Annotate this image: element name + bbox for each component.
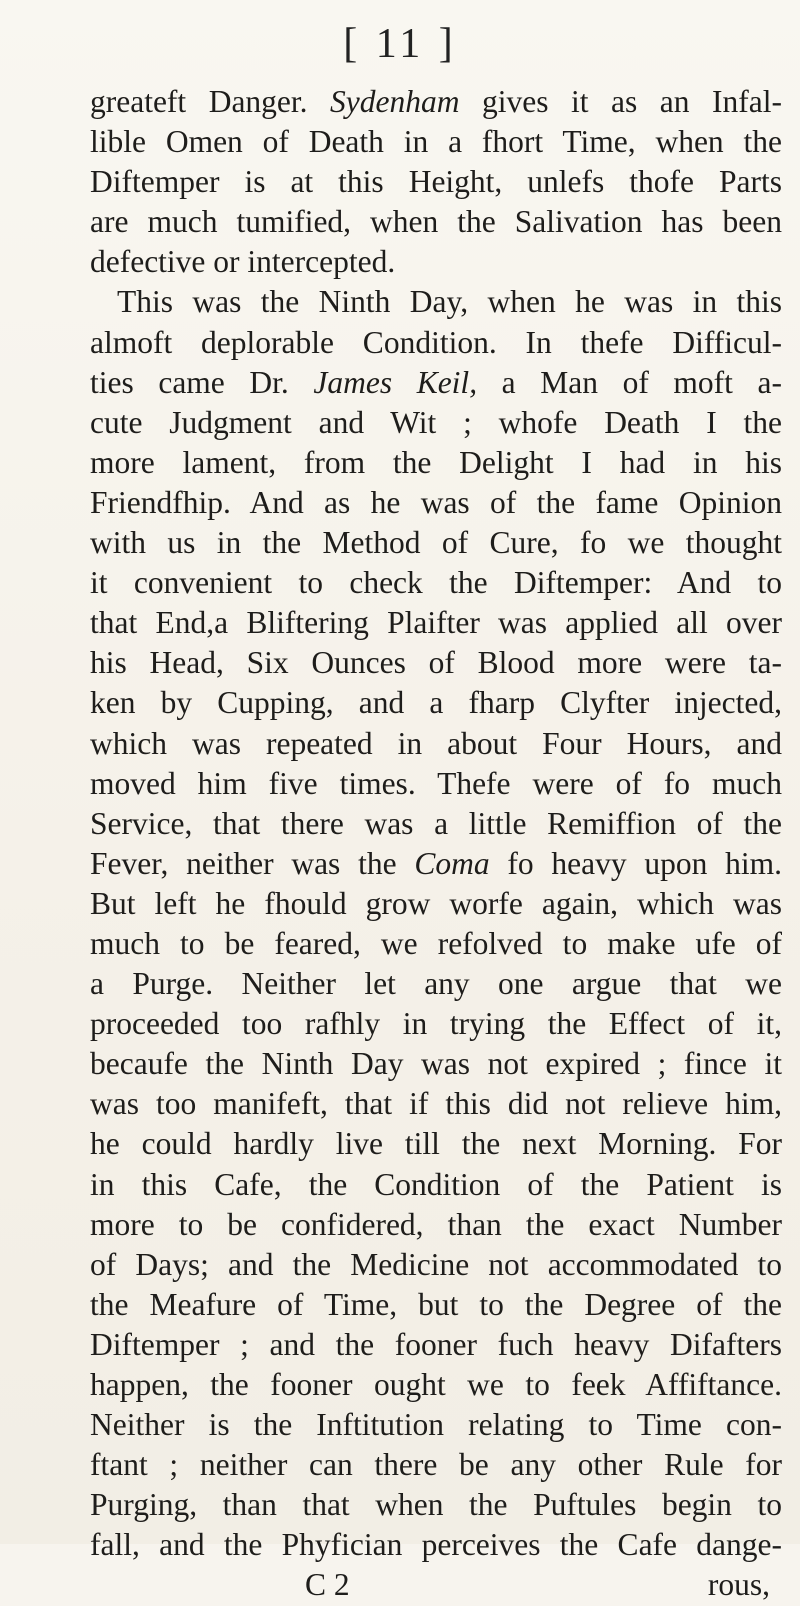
text-run: ties came Dr. [90, 364, 314, 400]
text-run: gives it as an Infal- [459, 84, 783, 119]
text-run: in this Cafe, the Condition of the Patient is [90, 1166, 782, 1202]
text-line [90, 403, 782, 443]
text-run: cute Judgment and Wit ; whofe Death I the [90, 404, 782, 440]
text-line [90, 724, 782, 764]
text-line [90, 1365, 782, 1405]
text-run: his Head, Six Ounces of Blood more were ta- [90, 645, 782, 681]
text-line [90, 1205, 782, 1245]
text-run: Friendfhip. And as he was of the fame Opinion [90, 484, 782, 520]
text-line [90, 202, 782, 242]
text-run: of Days; and the Medicine not accommodated to [90, 1246, 782, 1282]
body-text [90, 82, 782, 1606]
text-line [90, 1445, 782, 1485]
text-run: that End,a Bliftering Plaifter was applied all over [90, 605, 782, 641]
text-line [90, 1325, 782, 1365]
text-run: more to be confidered, than the exact Number [90, 1206, 782, 1242]
text-line [90, 1285, 782, 1325]
text-line [90, 1525, 782, 1565]
text-run: But left he fhould grow worfe again, which was [90, 885, 782, 921]
text-line [90, 603, 782, 643]
italic-text: Sydenham [330, 84, 460, 119]
italic-text: James Keil, [313, 364, 478, 400]
text-run: more lament, from the Delight I had in his [90, 444, 782, 480]
page-number-header: [ 11 ] [343, 21, 457, 67]
text-line [90, 924, 782, 964]
text-line [90, 643, 782, 683]
text-run: are much tumified, when the Salivation has been [90, 204, 782, 240]
text-line [90, 1084, 782, 1124]
text-line [90, 443, 782, 483]
text-line [90, 1124, 782, 1164]
text-line [90, 563, 782, 603]
catchword: rous, [707, 1567, 770, 1603]
text-run: he could hardly live till the next Morning. For [90, 1126, 782, 1162]
text-line [90, 1245, 782, 1285]
text-line [90, 804, 782, 844]
text-run: greateft Danger. [90, 84, 331, 119]
text-run: with us in the Method of Cure, fo we thought [90, 525, 782, 561]
text-line [90, 323, 782, 363]
text-run: a Purge. Neither let any one argue that we [90, 966, 782, 1002]
text-run: happen, the fooner ought we to feek Affiftance. [90, 1367, 782, 1402]
text-line [90, 1044, 782, 1084]
text-line [90, 764, 782, 804]
text-run: moved him five times. Thefe were of fo much [90, 765, 782, 801]
text-line [90, 1405, 782, 1445]
text-line [90, 162, 782, 202]
signature-catchword-line [90, 1565, 782, 1605]
text-line [90, 82, 782, 122]
text-run: almoft deplorable Condition. In thefe Difficul- [90, 324, 782, 360]
text-line [90, 1485, 782, 1525]
text-line [90, 363, 782, 403]
text-run: proceeded too rafhly in trying the Effect of it, [90, 1006, 782, 1042]
text-line [90, 844, 782, 884]
text-run: which was repeated in about Four Hours, and [90, 725, 782, 761]
text-run: was too manifeft, that if this did not relieve him, [90, 1086, 782, 1122]
text-run: much to be feared, we refolved to make ufe of [90, 925, 782, 961]
text-run: defective or intercepted. [90, 244, 396, 280]
text-run: fall, and the Phyfician perceives the Cafe dange- [90, 1527, 782, 1563]
text-run: a Man of moft a- [477, 364, 782, 400]
text-run: Diftemper is at this Height, unlefs thofe Parts [90, 164, 782, 200]
text-run: the Meafure of Time, but to the Degree of the [90, 1286, 782, 1322]
text-run: Service, that there was a little Remiffion of the [90, 805, 782, 841]
text-line [90, 242, 782, 282]
text-line [90, 1165, 782, 1205]
text-run: This was the Ninth Day, when he was in this [117, 284, 782, 320]
text-run: Purging, than that when the Puftules begin to [90, 1487, 782, 1523]
text-run: fo heavy upon him. [489, 845, 782, 881]
text-run: Neither is the Inftitution relating to Time con- [90, 1407, 782, 1443]
text-run: Diftemper ; and the fooner fuch heavy Difafters [90, 1326, 782, 1362]
text-line [90, 483, 782, 523]
text-line [90, 1004, 782, 1044]
text-run: ken by Cupping, and a fharp Clyfter injected, [90, 685, 782, 721]
text-line [90, 964, 782, 1004]
text-run: Fever, neither was the [90, 845, 415, 881]
text-run: it convenient to check the Diftemper: And to [90, 565, 782, 601]
text-line [90, 523, 782, 563]
text-line [90, 122, 782, 162]
text-line [90, 884, 782, 924]
text-line [90, 282, 782, 322]
italic-text: Coma [414, 845, 490, 881]
text-run: lible Omen of Death in a fhort Time, when the [90, 124, 782, 160]
text-run: ftant ; neither can there be any other Rule for [90, 1447, 782, 1483]
text-line [90, 683, 782, 723]
text-run: becaufe the Ninth Day was not expired ; fince it [90, 1046, 782, 1082]
signature-mark: C 2 [305, 1567, 350, 1603]
